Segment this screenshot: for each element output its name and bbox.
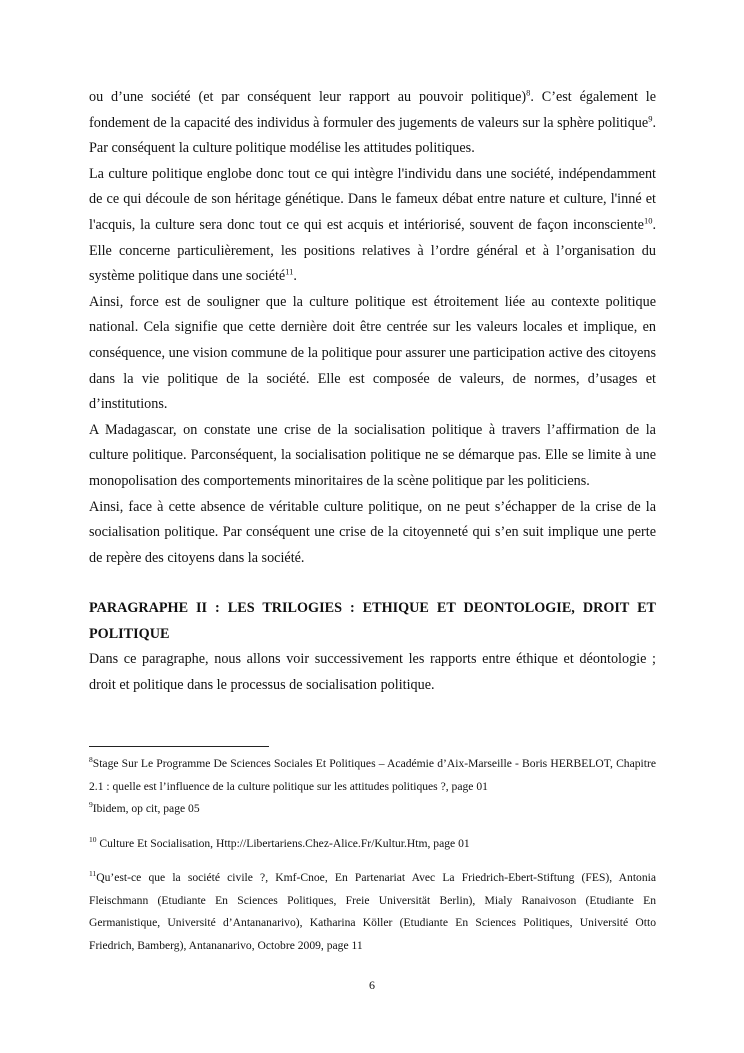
- footnote-number: 10: [89, 834, 97, 844]
- footnote-ref: 11: [285, 266, 294, 277]
- text-run: PARAGRAPHE II : LES TRILOGIES : ETHIQUE ET DEONTOLOGIE, DROIT ET POLITIQUE: [89, 600, 656, 642]
- text-run: . Par conséquent la culture politique modélise les attitudes politiques.: [89, 114, 656, 157]
- footnote: [89, 867, 656, 957]
- footnotes: [89, 753, 656, 957]
- footnote-text: Qu’est-ce que la société civile ?, Kmf-Cnoe, En Partenariat Avec La Friedrich-Ebert-Stiftung (FES), Antonia Fleischmann (Etudiante En Sciences Politiques, Freie Universität Berlin), Mialy Ranaivoson (Etudiante En Germanistique, Université d’Antananarivo), Katharina Köller (Etudiante En Sciences Politiques, Université Otto Friedrich, Bamberg), Antananarivo, Octobre 2009, page 11: [89, 871, 656, 952]
- paragraph: [89, 418, 656, 495]
- text-run: Ainsi, face à cette absence de véritable culture politique, on ne peut s’échapper de la crise de la socialisation politique. Par conséquent une crise de la citoyenneté qui s’en suit implique une perte de repère des citoyens dans la société.: [89, 498, 656, 566]
- paragraph: [89, 290, 656, 418]
- page-number: 6: [369, 978, 375, 992]
- footnote-number: 11: [89, 869, 97, 879]
- paragraph: [89, 495, 656, 572]
- footnote-ref: 9: [648, 112, 653, 123]
- footnote-number: 8: [89, 755, 93, 765]
- footnote-text: Ibidem, op cit, page 05: [92, 802, 200, 815]
- footnote-ref: 10: [643, 215, 653, 226]
- section-heading: [89, 596, 656, 647]
- footnote-text: Stage Sur Le Programme De Sciences Sociales Et Politiques – Académie d’Aix-Marseille - Boris HERBELOT, Chapitre 2.1 : quelle est l’influence de la culture politique sur les attitudes politiques ?, page 01: [89, 757, 656, 793]
- text-run: A Madagascar, on constate une crise de la socialisation politique à travers l’affirmation de la culture politique. Parconséquent, la socialisation politique ne se démarque pas. Elle se limite à une monopolisation des comportements minoritaires de la scène politique par les politiciens.: [89, 421, 656, 489]
- paragraph: [89, 162, 656, 290]
- text-run: ou d’une société (et par conséquent leur rapport au pouvoir politique): [89, 89, 527, 105]
- paragraph: [89, 85, 656, 162]
- text-run: .: [293, 268, 297, 285]
- body-text: [89, 85, 656, 699]
- text-run: La culture politique englobe donc tout ce qui intègre l'individu dans une société, indépendamment de ce qui découle de son héritage génétique. Dans le fameux débat entre nature et culture, l'inné et l'acquis, la culture sera donc tout ce qui est acquis et intériorisé, souvent de façon inconsciente: [89, 165, 656, 233]
- footnote-separator: [89, 746, 269, 747]
- footnote-text: Culture Et Socialisation, Http://Libertariens.Chez-Alice.Fr/Kultur.Htm, page 01: [96, 836, 470, 850]
- text-run: Ainsi, force est de souligner que la culture politique est étroitement liée au contexte politique national. Cela signifie que cette dernière doit être centrée sur les valeurs locales et implique, en conséquence, une vision commune de la politique pour assurer une participation active des citoyens dans la vie politique de la société. Elle est composée de valeurs, de normes, d’usages et d’institutions.: [89, 293, 656, 413]
- footnote-number: 9: [89, 800, 93, 810]
- footnote: [89, 798, 656, 821]
- footnote-ref: 8: [526, 87, 531, 98]
- text-run: Dans ce paragraphe, nous allons voir successivement les rapports entre éthique et déontologie ; droit et politique dans le processus de socialisation politique.: [89, 651, 656, 694]
- footnote: [89, 833, 656, 856]
- text-run: . Elle concerne particulièrement, les positions relatives à l’ordre général et à l’organisation du système politique dans une société: [89, 216, 656, 285]
- footnote: [89, 753, 656, 798]
- text-run: . C’est également le fondement de la capacité des individus à formuler des jugements de valeurs sur la sphère politique: [89, 89, 657, 131]
- paragraph: [89, 647, 656, 698]
